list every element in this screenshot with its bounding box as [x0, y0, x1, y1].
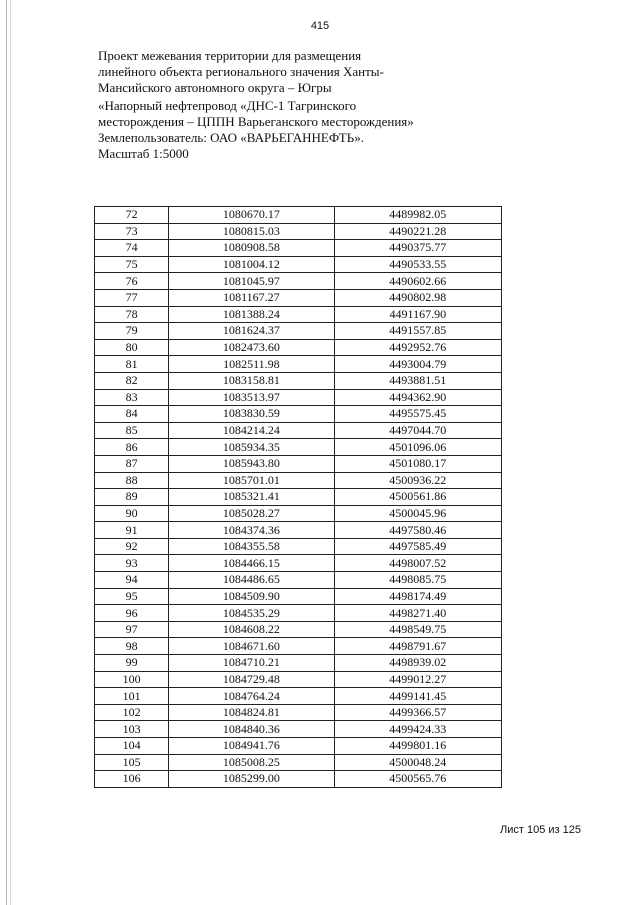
- point-number-cell: 72: [95, 207, 169, 224]
- point-number-cell: 77: [95, 289, 169, 306]
- y-coordinate-cell: 4499366.57: [334, 704, 501, 721]
- point-number-cell: 104: [95, 738, 169, 755]
- table-row: [95, 538, 502, 555]
- land-user: Землепользователь: ОАО «ВАРЬЕГАННЕФТЬ».: [98, 130, 364, 145]
- table-row: [95, 389, 502, 406]
- x-coordinate-cell: 1084941.76: [169, 738, 334, 755]
- point-number-cell: 96: [95, 605, 169, 622]
- x-coordinate-cell: 1084840.36: [169, 721, 334, 738]
- y-coordinate-cell: 4493881.51: [334, 372, 501, 389]
- x-coordinate-cell: 1080670.17: [169, 207, 334, 224]
- table-row: [95, 207, 502, 224]
- x-coordinate-cell: 1084374.36: [169, 522, 334, 539]
- x-coordinate-cell: 1084214.24: [169, 422, 334, 439]
- coordinates-table-body: [95, 207, 502, 788]
- x-coordinate-cell: 1081388.24: [169, 306, 334, 323]
- y-coordinate-cell: 4493004.79: [334, 356, 501, 373]
- table-row: [95, 738, 502, 755]
- y-coordinate-cell: 4498174.49: [334, 588, 501, 605]
- x-coordinate-cell: 1083830.59: [169, 406, 334, 423]
- table-row: [95, 256, 502, 273]
- x-coordinate-cell: 1084355.58: [169, 538, 334, 555]
- table-row: [95, 522, 502, 539]
- point-number-cell: 83: [95, 389, 169, 406]
- y-coordinate-cell: 4490802.98: [334, 289, 501, 306]
- x-coordinate-cell: 1083513.97: [169, 389, 334, 406]
- y-coordinate-cell: 4495575.45: [334, 406, 501, 423]
- y-coordinate-cell: 4499801.16: [334, 738, 501, 755]
- table-row: [95, 472, 502, 489]
- table-row: [95, 289, 502, 306]
- point-number-cell: 82: [95, 372, 169, 389]
- table-row: [95, 422, 502, 439]
- y-coordinate-cell: 4500561.86: [334, 489, 501, 506]
- x-coordinate-cell: 1085321.41: [169, 489, 334, 506]
- x-coordinate-cell: 1084824.81: [169, 704, 334, 721]
- y-coordinate-cell: 4490221.28: [334, 223, 501, 240]
- y-coordinate-cell: 4500048.24: [334, 754, 501, 771]
- point-number-cell: 92: [95, 538, 169, 555]
- table-row: [95, 754, 502, 771]
- y-coordinate-cell: 4498791.67: [334, 638, 501, 655]
- x-coordinate-cell: 1084466.15: [169, 555, 334, 572]
- x-coordinate-cell: 1084535.29: [169, 605, 334, 622]
- x-coordinate-cell: 1085299.00: [169, 771, 334, 788]
- table-row: [95, 240, 502, 257]
- x-coordinate-cell: 1083158.81: [169, 372, 334, 389]
- y-coordinate-cell: 4490602.66: [334, 273, 501, 290]
- y-coordinate-cell: 4498549.75: [334, 621, 501, 638]
- point-number-cell: 101: [95, 688, 169, 705]
- point-number-cell: 100: [95, 671, 169, 688]
- map-scale: Масштаб 1:5000: [98, 146, 189, 161]
- x-coordinate-cell: 1084729.48: [169, 671, 334, 688]
- x-coordinate-cell: 1081167.27: [169, 289, 334, 306]
- binding-edge-line: [6, 0, 7, 905]
- table-row: [95, 273, 502, 290]
- point-number-cell: 94: [95, 572, 169, 589]
- sheet-label: Лист 105 из 125: [500, 824, 581, 836]
- y-coordinate-cell: 4500565.76: [334, 771, 501, 788]
- x-coordinate-cell: 1080815.03: [169, 223, 334, 240]
- x-coordinate-cell: 1084509.90: [169, 588, 334, 605]
- y-coordinate-cell: 4490375.77: [334, 240, 501, 257]
- point-number-cell: 79: [95, 323, 169, 340]
- table-row: [95, 671, 502, 688]
- y-coordinate-cell: 4498271.40: [334, 605, 501, 622]
- object-title: «Напорный нефтепровод «ДНС-1 Тагринского месторождения – ЦППН Варьеганского месторождения»: [98, 98, 414, 129]
- y-coordinate-cell: 4500936.22: [334, 472, 501, 489]
- point-number-cell: 95: [95, 588, 169, 605]
- y-coordinate-cell: 4494362.90: [334, 389, 501, 406]
- x-coordinate-cell: 1085028.27: [169, 505, 334, 522]
- table-row: [95, 605, 502, 622]
- point-number-cell: 75: [95, 256, 169, 273]
- x-coordinate-cell: 1081045.97: [169, 273, 334, 290]
- table-row: [95, 572, 502, 589]
- table-row: [95, 721, 502, 738]
- x-coordinate-cell: 1084486.65: [169, 572, 334, 589]
- y-coordinate-cell: 4499141.45: [334, 688, 501, 705]
- x-coordinate-cell: 1082511.98: [169, 356, 334, 373]
- point-number-cell: 103: [95, 721, 169, 738]
- y-coordinate-cell: 4501096.06: [334, 439, 501, 456]
- point-number-cell: 91: [95, 522, 169, 539]
- y-coordinate-cell: 4491167.90: [334, 306, 501, 323]
- point-number-cell: 106: [95, 771, 169, 788]
- binding-edge-line-secondary: [10, 0, 11, 905]
- point-number-cell: 89: [95, 489, 169, 506]
- x-coordinate-cell: 1081004.12: [169, 256, 334, 273]
- y-coordinate-cell: 4491557.85: [334, 323, 501, 340]
- table-row: [95, 406, 502, 423]
- project-title: Проект межевания территории для размещения линейного объекта регионального значения Ханты-Мансийского автономного округа – Югры: [98, 48, 384, 95]
- table-row: [95, 489, 502, 506]
- table-row: [95, 771, 502, 788]
- y-coordinate-cell: 4497580.46: [334, 522, 501, 539]
- x-coordinate-cell: 1085934.35: [169, 439, 334, 456]
- table-row: [95, 455, 502, 472]
- table-row: [95, 638, 502, 655]
- x-coordinate-cell: 1084710.21: [169, 655, 334, 672]
- point-number-cell: 74: [95, 240, 169, 257]
- x-coordinate-cell: 1084764.24: [169, 688, 334, 705]
- y-coordinate-cell: 4501080.17: [334, 455, 501, 472]
- table-row: [95, 323, 502, 340]
- y-coordinate-cell: 4490533.55: [334, 256, 501, 273]
- table-row: [95, 588, 502, 605]
- page-number: 415: [310, 20, 330, 32]
- point-number-cell: 81: [95, 356, 169, 373]
- point-number-cell: 78: [95, 306, 169, 323]
- point-number-cell: 73: [95, 223, 169, 240]
- point-number-cell: 105: [95, 754, 169, 771]
- point-number-cell: 85: [95, 422, 169, 439]
- y-coordinate-cell: 4499012.27: [334, 671, 501, 688]
- point-number-cell: 93: [95, 555, 169, 572]
- coordinates-table: [94, 206, 502, 788]
- y-coordinate-cell: 4489982.05: [334, 207, 501, 224]
- table-row: [95, 555, 502, 572]
- x-coordinate-cell: 1084671.60: [169, 638, 334, 655]
- y-coordinate-cell: 4499424.33: [334, 721, 501, 738]
- table-row: [95, 439, 502, 456]
- table-row: [95, 621, 502, 638]
- x-coordinate-cell: 1085701.01: [169, 472, 334, 489]
- table-row: [95, 688, 502, 705]
- table-row: [95, 356, 502, 373]
- x-coordinate-cell: 1080908.58: [169, 240, 334, 257]
- y-coordinate-cell: 4498007.52: [334, 555, 501, 572]
- point-number-cell: 84: [95, 406, 169, 423]
- point-number-cell: 90: [95, 505, 169, 522]
- y-coordinate-cell: 4498939.02: [334, 655, 501, 672]
- x-coordinate-cell: 1084608.22: [169, 621, 334, 638]
- point-number-cell: 76: [95, 273, 169, 290]
- x-coordinate-cell: 1082473.60: [169, 339, 334, 356]
- point-number-cell: 87: [95, 455, 169, 472]
- table-row: [95, 372, 502, 389]
- point-number-cell: 98: [95, 638, 169, 655]
- point-number-cell: 102: [95, 704, 169, 721]
- y-coordinate-cell: 4497585.49: [334, 538, 501, 555]
- point-number-cell: 86: [95, 439, 169, 456]
- point-number-cell: 80: [95, 339, 169, 356]
- x-coordinate-cell: 1081624.37: [169, 323, 334, 340]
- x-coordinate-cell: 1085943.80: [169, 455, 334, 472]
- y-coordinate-cell: 4500045.96: [334, 505, 501, 522]
- y-coordinate-cell: 4498085.75: [334, 572, 501, 589]
- table-row: [95, 223, 502, 240]
- point-number-cell: 97: [95, 621, 169, 638]
- point-number-cell: 88: [95, 472, 169, 489]
- point-number-cell: 99: [95, 655, 169, 672]
- table-row: [95, 505, 502, 522]
- table-row: [95, 339, 502, 356]
- x-coordinate-cell: 1085008.25: [169, 754, 334, 771]
- document-header: [98, 48, 418, 162]
- y-coordinate-cell: 4497044.70: [334, 422, 501, 439]
- table-row: [95, 306, 502, 323]
- y-coordinate-cell: 4492952.76: [334, 339, 501, 356]
- table-row: [95, 655, 502, 672]
- table-row: [95, 704, 502, 721]
